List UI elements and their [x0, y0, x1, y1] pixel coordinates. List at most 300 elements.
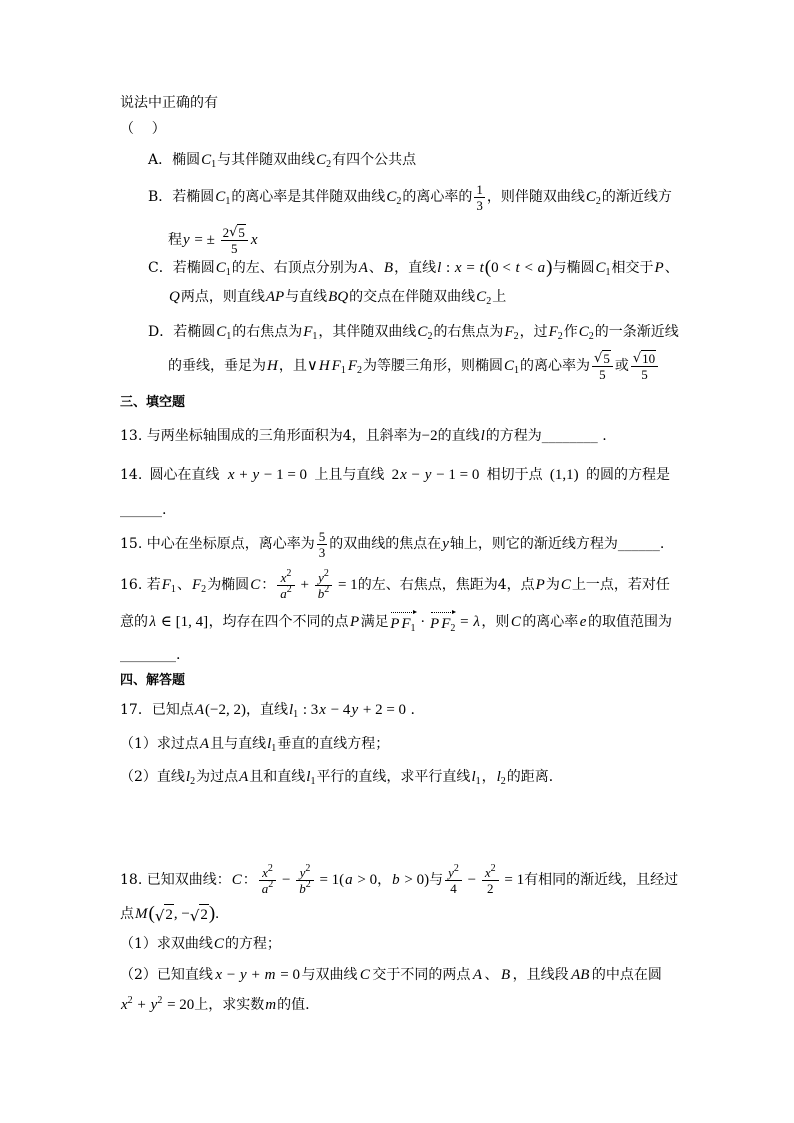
math-variable	[347, 356, 363, 376]
text-run: ________ .	[541, 428, 607, 444]
question-13	[120, 416, 607, 456]
math-italic-letter: a	[537, 260, 546, 276]
math-operator: :	[442, 260, 454, 276]
fraction	[482, 862, 499, 896]
text-run: ______.	[617, 536, 665, 552]
math-italic-letter: C	[585, 189, 596, 205]
math-operator: −	[407, 467, 424, 483]
math-superscript: 2	[268, 878, 274, 890]
math-operator: 2	[222, 224, 230, 240]
math-variable	[349, 612, 360, 632]
math-variable	[182, 230, 191, 250]
math-italic-letter: y	[318, 569, 324, 585]
math-variable	[239, 965, 248, 985]
math-italic-letter: F	[548, 324, 558, 340]
math-superscript: 2	[267, 862, 273, 874]
math-italic-letter: C	[201, 152, 212, 168]
square-root	[594, 350, 611, 366]
math-italic-letter: a	[280, 585, 287, 601]
math-subscript: 2	[486, 296, 492, 307]
math-variable	[298, 878, 312, 896]
text-run: D．若椭圆	[148, 324, 216, 340]
fraction	[631, 350, 658, 382]
math-subscript: 2	[450, 622, 456, 634]
text-run: 、	[484, 967, 499, 983]
math-expression	[307, 356, 363, 376]
math-subscript: 1	[170, 584, 176, 595]
math-bracket: )	[546, 257, 553, 278]
math-italic-letter: x	[319, 702, 326, 718]
math-italic-letter: A	[472, 967, 483, 983]
math-variable	[215, 258, 232, 278]
math-italic-letter: P	[654, 260, 664, 276]
text-run: 与椭圆	[552, 260, 595, 276]
math-variable	[231, 870, 243, 890]
math-variable	[391, 870, 401, 890]
math-italic-letter: P	[430, 615, 440, 632]
math-superscript: 2	[324, 583, 330, 595]
text-run: A．椭圆	[148, 152, 201, 168]
math-italic-letter: C	[215, 260, 226, 276]
text-run: 14.	[120, 467, 143, 483]
math-italic-letter: C	[215, 189, 226, 205]
math-italic-letter: y	[252, 467, 260, 483]
math-italic-letter: C	[216, 324, 227, 340]
text-run: 两点，则直线	[180, 289, 265, 305]
math-italic-letter: C	[510, 614, 521, 630]
math-italic-letter: x	[262, 864, 268, 880]
math-operator: 2	[165, 906, 173, 923]
math-subscript: 1	[293, 709, 299, 720]
text-run: 上一点，若对任	[571, 577, 670, 593]
math-variable	[454, 258, 463, 278]
math-variable	[266, 356, 279, 376]
math-operator: =	[456, 614, 473, 630]
text-run: 或	[614, 358, 629, 374]
math-variable	[185, 767, 196, 787]
text-run: 平行的直线，求平行直线	[316, 769, 471, 785]
text-run: ，且线段	[512, 967, 569, 983]
text-run: 为椭圆	[207, 577, 250, 593]
math-variable	[327, 287, 349, 307]
math-variable	[318, 356, 331, 376]
math-bracket: (	[148, 903, 155, 924]
radicand	[602, 350, 611, 366]
text-run: 的右焦点为	[232, 324, 303, 340]
math-variable	[199, 734, 210, 754]
math-variable	[265, 287, 285, 307]
text-run: （2）已知直线	[120, 967, 213, 983]
math-italic-letter: F	[331, 358, 341, 374]
math-italic-letter: AB	[571, 967, 590, 983]
text-run: 相切于点	[486, 467, 543, 483]
math-italic-letter: M	[135, 906, 148, 922]
math-operator: 2	[487, 880, 494, 896]
math-variable	[579, 612, 588, 632]
fraction-denominator	[445, 881, 462, 896]
math-operator: 0 <	[491, 260, 515, 276]
text-run: 的离心率的	[402, 189, 473, 205]
question-17-part-2	[120, 757, 563, 797]
math-operator: = 0	[276, 967, 300, 983]
text-run: ，直线	[245, 702, 288, 718]
fraction-denominator	[296, 878, 314, 896]
math-italic-letter: l	[437, 260, 442, 276]
text-run: ，且	[278, 358, 307, 374]
text-run: 上	[492, 289, 507, 305]
math-italic-letter: y	[183, 232, 190, 248]
text-run: ，均存在四个不同的点	[208, 614, 349, 630]
math-italic-letter: l	[496, 769, 501, 785]
text-run: 的右焦点为	[433, 324, 504, 340]
math-expression	[392, 465, 480, 485]
question-12-option-d-line-2	[168, 346, 660, 386]
math-variable	[441, 534, 450, 554]
math-operator: 4	[450, 880, 457, 896]
fraction-denominator	[277, 583, 295, 601]
math-operator: 1	[476, 181, 483, 197]
math-variable	[400, 614, 416, 634]
math-italic-letter: l	[288, 702, 294, 718]
math-variable	[331, 356, 347, 376]
math-variable	[251, 465, 260, 485]
math-variable	[214, 187, 231, 207]
math-italic-letter: C	[595, 260, 606, 276]
radicand	[164, 904, 174, 925]
math-operator: 3	[318, 544, 326, 560]
math-italic-letter: λ	[149, 614, 156, 630]
math-subscript: 1	[475, 776, 481, 787]
math-italic-letter: F	[441, 615, 451, 632]
math-operator: 3	[476, 197, 483, 213]
math-italic-letter: F	[191, 577, 202, 593]
text-run: 的中点在圆	[591, 967, 662, 983]
text-run: 上且与直线	[314, 467, 385, 483]
math-expression	[443, 862, 525, 896]
math-italic-letter: a	[261, 880, 269, 896]
math-variable	[383, 258, 394, 278]
math-subscript: 1	[211, 159, 217, 170]
text-run: .	[406, 702, 415, 718]
math-italic-letter: C	[504, 358, 515, 374]
math-variable	[213, 934, 225, 954]
math-variable	[510, 612, 522, 632]
text-run: 的圆的方程是	[585, 467, 670, 483]
fraction	[296, 862, 314, 896]
question-18-part-2-line-2	[120, 985, 310, 1025]
math-variable	[161, 575, 177, 595]
fraction-denominator	[315, 583, 333, 601]
text-run: 的左、右焦点，焦距为4，点	[357, 577, 535, 593]
text-run: 上，求实数	[194, 997, 265, 1013]
math-italic-letter: C	[476, 289, 487, 305]
text-run: 与其伴随双曲线	[217, 152, 316, 168]
text-run: ，	[377, 872, 392, 888]
math-italic-letter: l	[267, 736, 272, 752]
math-variable	[470, 767, 481, 787]
math-variable	[496, 767, 507, 787]
math-variable	[315, 150, 332, 170]
text-run: 的方程；	[224, 936, 281, 952]
math-operator: 5	[238, 225, 245, 240]
text-run: 与直线	[285, 289, 328, 305]
math-expression	[257, 862, 430, 896]
text-run: 的渐近线方	[601, 189, 672, 205]
math-operator: =	[462, 260, 479, 276]
math-variable	[318, 700, 327, 720]
math-operator: ∨	[306, 358, 318, 374]
math-italic-letter: A	[239, 769, 249, 785]
math-italic-letter: y	[240, 967, 247, 983]
fraction	[259, 862, 277, 896]
math-italic-letter: AP	[265, 289, 285, 305]
math-variable	[279, 583, 293, 601]
fraction-numerator	[317, 529, 328, 545]
math-operator: −2	[421, 428, 438, 444]
math-italic-letter: y	[442, 536, 449, 552]
math-variable	[560, 575, 572, 595]
text-run: ，则	[481, 614, 510, 630]
radical-sign: √	[189, 906, 200, 925]
text-run: ________.	[120, 647, 181, 663]
math-subscript: 1	[514, 365, 520, 376]
math-variable	[150, 995, 164, 1015]
fraction	[445, 862, 462, 896]
math-italic-letter: P	[535, 577, 545, 593]
text-run: （1）求双曲线	[120, 936, 213, 952]
math-subscript: 1	[225, 267, 231, 278]
text-run: ______.	[120, 502, 167, 518]
math-variable	[148, 612, 157, 632]
math-variable	[424, 465, 433, 485]
math-subscript: 2	[595, 196, 601, 207]
math-italic-letter: x	[215, 967, 223, 983]
math-subscript: 1	[410, 622, 416, 634]
math-variable	[261, 862, 274, 880]
math-italic-letter: C	[359, 967, 370, 983]
math-operator: > 0	[353, 872, 378, 888]
math-operator: ·	[416, 614, 430, 630]
math-variable	[535, 575, 546, 595]
square-root	[633, 350, 656, 366]
math-operator: +	[133, 997, 150, 1013]
text-run: 的距离．	[506, 769, 563, 785]
fraction-numerator	[445, 862, 462, 881]
math-variable	[385, 187, 402, 207]
math-italic-letter: C	[578, 324, 589, 340]
fraction-numerator	[592, 350, 613, 367]
text-run: （2）直线	[120, 769, 185, 785]
square-root	[229, 224, 246, 240]
math-italic-letter: y	[150, 997, 158, 1013]
text-run: B．若椭圆	[148, 189, 215, 205]
math-variable	[266, 734, 277, 754]
math-italic-letter: F	[303, 324, 313, 340]
math-operator: , −	[173, 906, 190, 922]
math-italic-letter: l	[306, 769, 311, 785]
math-variable	[578, 322, 595, 342]
math-variable	[120, 995, 134, 1015]
math-operator: (−2, 2)	[205, 702, 246, 718]
math-bracket: (	[484, 257, 492, 278]
math-variable	[358, 258, 369, 278]
text-run: 为过点	[196, 769, 239, 785]
radical-sign: √	[154, 906, 165, 925]
math-variable	[484, 862, 497, 880]
math-subscript: 1	[312, 331, 318, 342]
math-italic-letter: λ	[473, 614, 480, 630]
math-subscript: 2	[201, 584, 207, 595]
math-variable	[280, 567, 293, 585]
math-variable	[472, 965, 483, 985]
fraction-denominator	[592, 367, 613, 382]
fraction	[592, 350, 613, 382]
math-operator: + 2 = 0	[359, 702, 407, 718]
math-subscript: 2	[588, 331, 594, 342]
text-run: 13. 与两坐标轴围成的三角形面积为4，且斜率为	[120, 428, 422, 444]
text-run: 作	[563, 324, 578, 340]
math-variable	[389, 614, 400, 634]
text-run: 的垂线，垂足为	[168, 358, 266, 374]
text-run: 的取值范围为	[587, 614, 672, 630]
text-run: 16. 若	[120, 577, 161, 593]
text-run: 与	[429, 872, 444, 888]
math-italic-letter: b	[392, 872, 400, 888]
math-operator: = 1	[500, 872, 525, 888]
math-variable	[305, 767, 316, 787]
text-run: 、	[368, 260, 383, 276]
math-operator: : 3	[299, 702, 319, 718]
math-subscript: 2	[427, 331, 433, 342]
question-12-option-a	[148, 140, 416, 180]
text-run: 与双曲线	[301, 967, 358, 983]
math-superscript: 2	[453, 862, 459, 874]
math-italic-letter: l	[480, 428, 485, 444]
math-variable	[537, 258, 547, 278]
math-superscript: 2	[286, 583, 292, 595]
text-run: 说法中正确的有	[120, 95, 218, 111]
text-run: 的值.	[277, 997, 310, 1013]
math-italic-letter: C	[250, 577, 261, 593]
math-variable	[194, 700, 205, 720]
math-subscript: 2	[326, 159, 332, 170]
math-variable	[168, 287, 181, 307]
math-italic-letter: m	[265, 997, 277, 1013]
math-expression	[214, 965, 300, 985]
text-run: 有四个公共点	[332, 152, 417, 168]
math-variable	[548, 322, 564, 342]
radical-sign: √	[594, 351, 603, 366]
text-run: 18. 已知双曲线：	[120, 872, 231, 888]
math-operator: = 1	[334, 577, 358, 593]
math-bracket: )	[208, 903, 216, 924]
math-superscript: 2	[286, 567, 292, 579]
question-15	[120, 524, 664, 564]
math-variable	[264, 995, 277, 1015]
text-run: 程	[168, 232, 182, 248]
text-run: 意的	[120, 614, 148, 630]
math-italic-letter: A	[358, 260, 368, 276]
text-run: 且和直线	[249, 769, 306, 785]
math-operator: −	[278, 872, 295, 888]
math-italic-letter: C	[316, 152, 327, 168]
math-operator: .	[215, 906, 219, 922]
text-run: （1）求过点	[120, 736, 199, 752]
math-operator: 5	[318, 528, 326, 544]
math-variable	[200, 150, 217, 170]
text-run: （ ）	[120, 121, 166, 137]
math-variable	[299, 862, 312, 880]
math-italic-letter: F	[347, 358, 358, 374]
math-subscript: 2	[500, 776, 506, 787]
math-operator: 5	[599, 367, 606, 382]
radical-sign: √	[632, 351, 642, 366]
text-run: 为等腰三角形，则椭圆	[363, 358, 504, 374]
fraction-denominator	[259, 878, 277, 896]
fraction	[277, 567, 295, 601]
fraction-numerator	[474, 182, 485, 198]
math-variable	[359, 965, 371, 985]
math-italic-letter: F	[161, 577, 171, 593]
math-expression	[148, 612, 208, 632]
math-variable	[654, 258, 665, 278]
fraction	[317, 529, 328, 560]
text-run: ：	[242, 872, 257, 888]
math-italic-letter: y	[299, 864, 306, 880]
math-variable	[288, 700, 299, 720]
text-run: ，其伴随双曲线	[318, 324, 417, 340]
math-variable	[429, 614, 440, 634]
text-run: 的离心率是其伴随双曲线	[231, 189, 386, 205]
math-variable	[317, 567, 330, 585]
fraction	[315, 567, 333, 601]
radicand	[199, 904, 209, 925]
text-run: 的双曲线的焦点在	[329, 536, 442, 552]
question-16-line-1	[120, 565, 670, 605]
radicand	[237, 224, 246, 240]
math-operator: 10	[642, 351, 656, 366]
question-12-option-b-line-1	[148, 177, 672, 217]
text-run: 的离心率为	[520, 358, 591, 374]
math-variable	[503, 322, 519, 342]
vector-arrow	[389, 611, 416, 634]
text-run: 三、填空题	[120, 395, 186, 410]
math-italic-letter: x	[227, 467, 235, 483]
text-run: 的交点在伴随双曲线	[349, 289, 476, 305]
text-run: 为	[545, 577, 560, 593]
vector-arrow	[429, 611, 456, 634]
math-italic-letter: l	[471, 769, 476, 785]
math-variable	[249, 575, 261, 595]
math-operator: −	[463, 872, 480, 888]
math-italic-letter: H	[267, 358, 278, 374]
math-subscript: 2	[396, 196, 402, 207]
math-operator: +	[235, 467, 252, 483]
math-italic-letter: e	[579, 614, 587, 630]
text-run: ，过	[519, 324, 548, 340]
square-root	[155, 904, 174, 925]
math-italic-letter: B	[500, 967, 511, 983]
text-run: ：	[261, 577, 276, 593]
text-run: 的直线	[437, 428, 480, 444]
math-italic-letter: H	[318, 358, 330, 374]
math-variable	[227, 465, 236, 485]
math-variable	[302, 322, 318, 342]
fraction-denominator	[317, 545, 328, 560]
math-operator: 5	[603, 351, 610, 366]
fraction-numerator	[221, 224, 248, 241]
math-italic-letter: C	[560, 577, 571, 593]
